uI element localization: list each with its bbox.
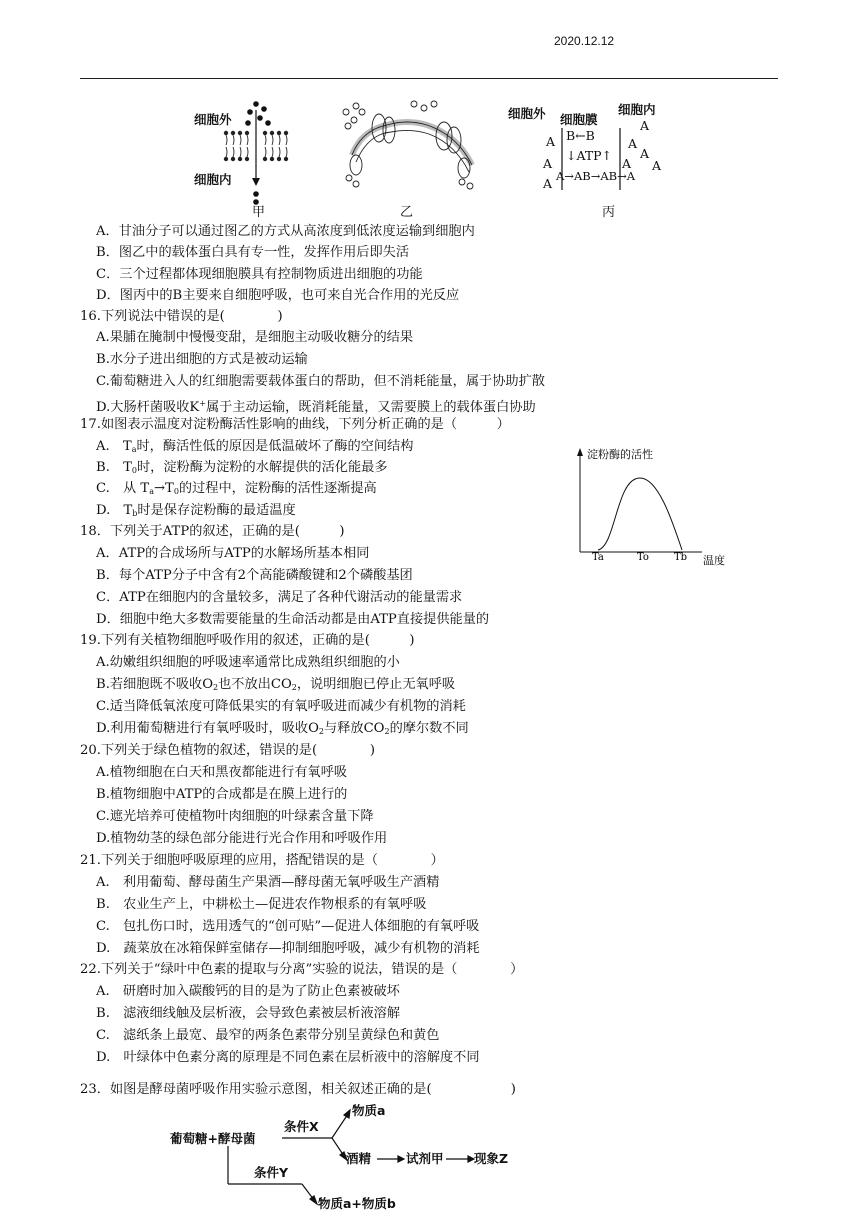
figure-c-membrane-label: 细胞膜: [560, 112, 598, 127]
q17-option-d: D. $T_b$时是保存淀粉酶的最适温度: [96, 503, 296, 518]
q18-option-b: B．每个ATP分子中含有2个高能磷酸键和2个磷酸基团: [96, 568, 413, 583]
q20-option-d: D.植物幼茎的绿色部分能进行光合作用和呼吸作用: [96, 831, 388, 846]
figure-b-carrier-protein: [334, 100, 484, 200]
q19-stem: 19.下列有关植物细胞呼吸作用的叙述，正确的是( ): [80, 633, 415, 648]
q22-stem: 22.下列关于“绿叶中色素的提取与分离”实验的说法，错误的是（ ）: [80, 962, 524, 977]
chart-activity-curve: [598, 478, 682, 550]
figure-c-right-a-3: A: [640, 146, 650, 161]
yeast-substance-ab: 物质a+物质b: [318, 1196, 396, 1211]
q17-stem: 17.如图表示温度对淀粉酶活性影响的曲线，下列分析正确的是（ ）: [80, 417, 510, 432]
figure-c-outside-label: 细胞外: [508, 106, 546, 121]
q15-option-b: B．图乙中的载体蛋白具有专一性，发挥作用后即失活: [96, 245, 410, 260]
yeast-substance-a: 物质a: [352, 1103, 386, 1118]
figure-c-inside-label: 细胞内: [618, 102, 656, 117]
figure-c-left-a-2: A: [543, 156, 553, 171]
q21-stem: 21.下列关于细胞呼吸原理的应用，搭配错误的是（ ）: [80, 853, 444, 868]
yeast-condition-y: 条件Y: [254, 1165, 289, 1180]
figure-c-top-row: B←B: [566, 128, 595, 143]
q18-option-d: D．细胞中绝大多数需要能量的生命活动都是由ATP直接提供能量的: [96, 612, 490, 627]
header-rule: [80, 78, 778, 79]
q15-option-a: A．甘油分子可以通过图乙的方式从高浓度到低浓度运输到细胞内: [96, 224, 475, 239]
figure-b-caption: 乙: [400, 205, 414, 220]
q19-option-d: D.利用葡萄糖进行有氧呼吸时，吸收$O_2$与释放$CO_2$的摩尔数不同: [96, 721, 469, 736]
yeast-diagram-arrows: [220, 1100, 480, 1216]
header-date: 2020.12.12: [554, 34, 615, 48]
yeast-condition-x: 条件X: [284, 1119, 319, 1134]
q17-option-a: A. $T_a$时，酶活性低的原因是低温破坏了酶的空间结构: [96, 439, 414, 454]
q16-stem: 16.下列说法中错误的是( ): [80, 309, 283, 324]
figure-a-inside-label: 细胞内: [194, 172, 232, 187]
figure-c-right-a-4: A: [622, 156, 632, 171]
q21-option-b: B. 农业生产上，中耕松土—促进农作物根系的有氧呼吸: [96, 897, 427, 912]
chart-tick-to: To: [637, 552, 649, 563]
yeast-reagent-a: 试剂甲: [406, 1151, 444, 1166]
q21-option-a: A. 利用葡萄、酵母菌生产果酒—酵母菌无氧呼吸生产酒精: [96, 875, 440, 890]
q21-option-d: D. 蔬菜放在冰箱保鲜室储存—抑制细胞呼吸，减少有机物的消耗: [96, 941, 480, 956]
q18-stem: 18．下列关于ATP的叙述，正确的是( ): [80, 524, 345, 539]
figure-c-right-a-5: A: [652, 158, 662, 173]
chart-tick-ta: Ta: [592, 552, 604, 563]
enzyme-activity-chart: [570, 440, 740, 575]
chart-tick-tb: Tb: [674, 552, 688, 563]
figure-c-right-a-1: A: [640, 118, 650, 133]
q17-option-c: C. 从 $T_a\to T_0$的过程中，淀粉酶的活性逐渐提高: [96, 481, 377, 496]
q16-option-d: D.大肠杆菌吸收K+属于主动运输，既消耗能量，又需要膜上的载体蛋白协助: [96, 399, 536, 415]
q20-option-a: A.植物细胞在白天和黑夜都能进行有氧呼吸: [96, 765, 348, 780]
yeast-start-label: 葡萄糖+酵母菌: [170, 1131, 256, 1146]
q19-option-c: C.适当降低氧浓度可降低果实的有氧呼吸进而减少有机物的消耗: [96, 699, 466, 714]
q15-option-c: C．三个过程都体现细胞膜具有控制物质进出细胞的功能: [96, 267, 423, 282]
q21-option-c: C. 包扎伤口时，选用透气的“创可贴”—促进人体细胞的有氧呼吸: [96, 919, 480, 934]
q20-option-c: C.遮光培养可使植物叶肉细胞的叶绿素含量下降: [96, 809, 374, 824]
q15-option-d: D．图丙中的B主要来自细胞呼吸，也可来自光合作用的光反应: [96, 288, 460, 303]
q22-option-a: A. 研磨时加入碳酸钙的目的是为了防止色素被破坏: [96, 984, 400, 999]
chart-y-arrow: [577, 448, 583, 456]
q23-stem: 23．如图是酵母菌呼吸作用实验示意图，相关叙述正确的是( ): [80, 1082, 516, 1097]
figure-c-caption: 丙: [602, 205, 616, 220]
q20-option-b: B.植物细胞中ATP的合成都是在膜上进行的: [96, 787, 348, 802]
q16-option-c: C.葡萄糖进入人的红细胞需要载体蛋白的帮助，但不消耗能量，属于协助扩散: [96, 374, 545, 389]
chart-y-label: 淀粉酶的活性: [587, 448, 653, 461]
figure-c-left-a-3: A: [543, 176, 553, 191]
figure-c-right-a-2: A: [628, 136, 638, 151]
q22-option-b: B. 滤液细线触及层析液，会导致色素被层析液溶解: [96, 1006, 401, 1021]
q19-option-a: A.幼嫩组织细胞的呼吸速率通常比成熟组织细胞的小: [96, 655, 400, 670]
chart-x-label: 温度: [703, 554, 725, 567]
q22-option-d: D. 叶绿体中色素分离的原理是不同色素在层析液中的溶解度不同: [96, 1050, 480, 1065]
yeast-alcohol: 酒精: [346, 1151, 372, 1166]
figure-a-outside-label: 细胞外: [194, 112, 232, 127]
figure-c-mid-row: ↓ATP↑: [566, 148, 613, 163]
q16-option-a: A.果脯在腌制中慢慢变甜，是细胞主动吸收糖分的结果: [96, 330, 414, 345]
q16-option-b: B.水分子进出细胞的方式是被动运输: [96, 352, 308, 367]
q19-option-b: B.若细胞既不吸收$O_2$也不放出$CO_2$，说明细胞已停止无氧呼吸: [96, 677, 456, 692]
q18-option-c: C．ATP在细胞内的含量较多，满足了各种代谢活动的能量需求: [96, 590, 463, 605]
figure-a-caption: 甲: [252, 205, 266, 220]
q22-option-c: C. 滤纸条上最宽、最窄的两条色素带分别呈黄绿色和黄色: [96, 1028, 440, 1043]
q18-option-a: A．ATP的合成场所与ATP的水解场所基本相同: [96, 546, 370, 561]
q17-option-b: B. $T_0$时，淀粉酶为淀粉的水解提供的活化能最多: [96, 460, 388, 475]
yeast-phenomenon-z: 现象Z: [474, 1151, 509, 1166]
figure-c-bottom-row: A→AB→AB→A: [556, 169, 636, 183]
q20-stem: 20.下列关于绿色植物的叙述，错误的是( ): [80, 743, 376, 758]
figure-c-left-a-1: A: [546, 134, 556, 149]
